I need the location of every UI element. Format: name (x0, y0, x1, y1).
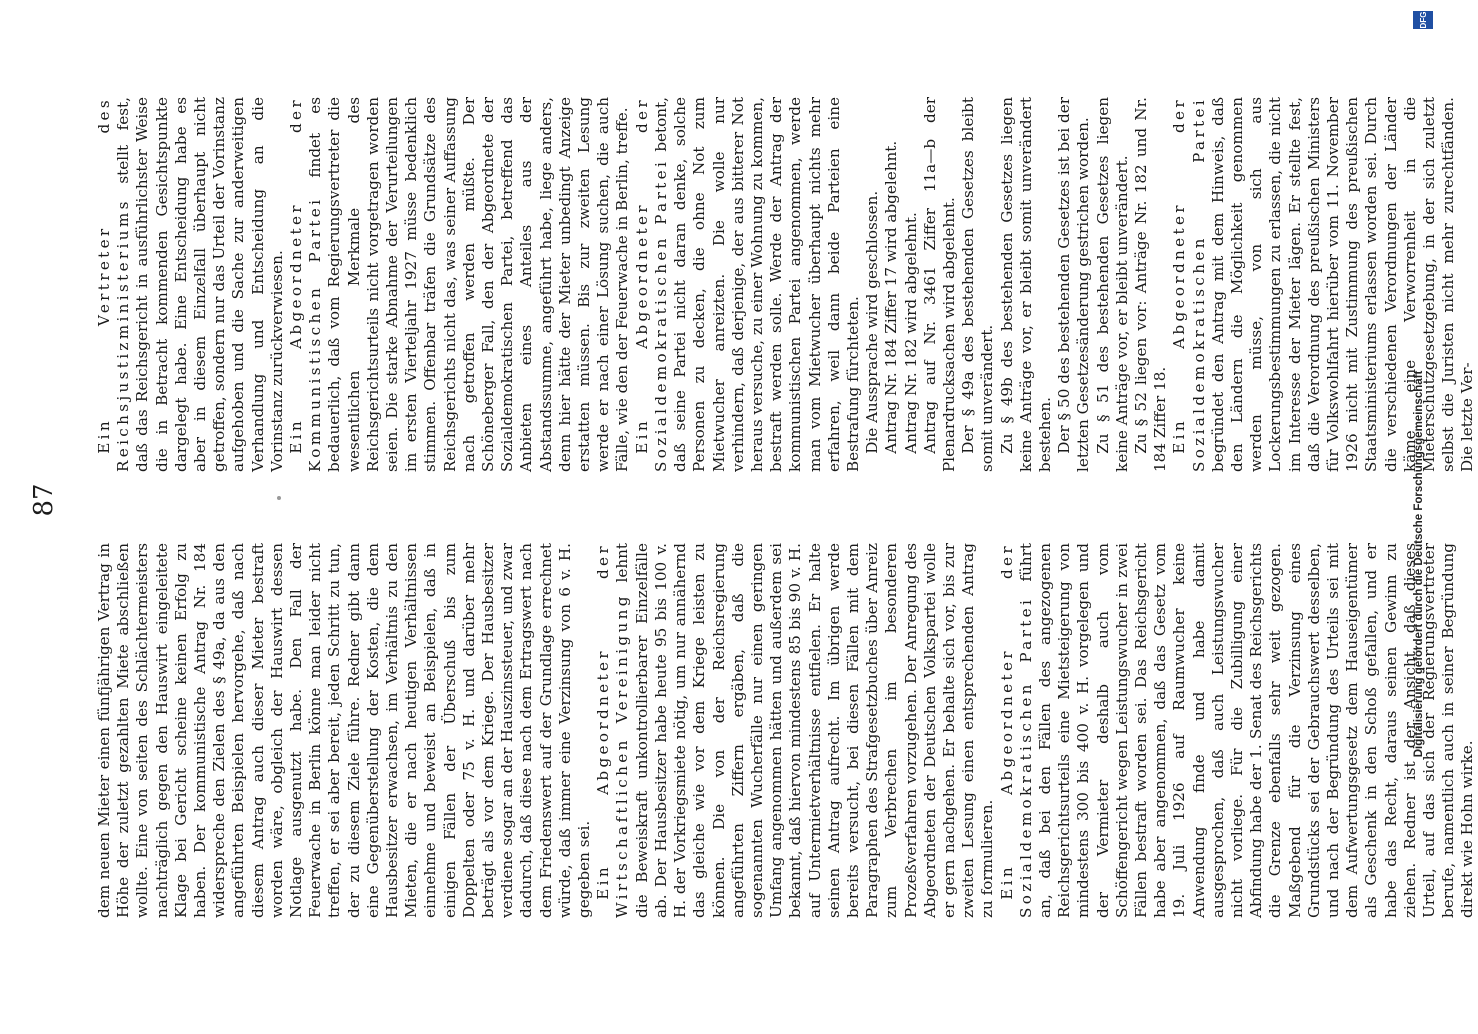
paragraph: Antrag auf Nr. 3461 Ziffer 11a—b der Plenardrucksachen wird abgelehnt. (920, 97, 958, 472)
digitization-credit (1412, 4, 1434, 996)
paragraph-text: betont, daß seine Partei nicht daran denke, solche Personen zu decken, die ohne Not zum Mietwucher anreizten. Die wolle nur verhindern, daß derjenige, der aus bitterer Not heraus versuche, zu einer Wohnung zu kommen, bestraft werden solle. Werde der Antrag der kommunistischen Partei angenommen, werde man vom Mietwucher überhaupt nichts mehr erfahren, weil dann beide Parteien eine Bestrafung fürchteten. (651, 97, 862, 472)
speaker: Ein Abgeordneter der Kommunistischen Partei (287, 97, 325, 472)
speaker: Ein Abgeordneter der Wirtschaftlichen Vereinigung (594, 543, 632, 918)
right-column (95, 96, 1477, 472)
dfg-logo: DFG (1413, 11, 1433, 29)
paragraph: dem neuen Mieter einen fünfjährigen Vertrag in Höhe der zuletzt gezahlten Miete abschließen wollte. Eine von seiten des Schlächtermeisters nachträglich gegen den Hauswirt eingeleitete Klage bei Gericht scheine keinen Erfolg zu haben. Der kommunistische Antrag Nr. 184 widerspreche den Zielen des § 49a, da aus den angeführten Beispielen hervorgehe, daß nach diesem Antrag auch dieser Mieter bestraft worden wäre, obgleich der Hauswirt dessen Notlage ausgenutzt habe. Den Fall der Feuerwache in Berlin könne man leider nicht treffen, er sei aber bereit, jeden Schritt zu tun, der zu diesem Ziele führe. Redner gibt dann eine Gegenüberstellung der Kosten, die dem Hausbesitzer erwachsen, im Verhältnis zu den Mieten, die er nach heutigen Verhältnissen einnehme und beweist an Beispielen, daß in einigen Fällen der Überschuß bis zum Doppelten oder 75 v. H. und darüber mehr beträgt als vor dem Kriege. Der Hausbesitzer verdiene sogar an der Hauszinssteuer, und zwar dadurch, daß diese nach dem Ertragswert nach dem Friedenswert auf der Grundlage errechnet würde, daß immer eine Verzinsung von 6 v. H. gegeben sei. (95, 543, 594, 918)
paragraph-text: führt an, daß bei den Fällen des angezogenen Reichsgerichtsurteils eine Mietsteigerung von mindestens 300 bis 400 v. H. vorgelegen und der Vermieter deshalb auch vom Schöffengericht wegen Leistungswucher in zwei Fällen bestraft worden sei. Das Reichsgericht habe aber angenommen, daß das Gesetz vom 19. Juli 1926 auf Raumwucher keine Anwendung finde und habe damit ausgesprochen, daß auch Leistungswucher nicht vorliege. Für die Zubilligung einer Abfindung habe der 1. Senat des Reichsgerichts die Grenze ebenfalls sehr weit gezogen. Maßgebend für die Verzinsung eines Grundstücks sei der Gebrauchswert desselben, und nach der Begründung des Urteils sei mit dem Aufwertungsgesetz dem Hauseigentümer als Geschenk in den Schoß gefallen, und er habe das Recht, daraus seinen Gewinn zu ziehen. Redner ist der Ansicht, daß dieses Urteil, auf das sich der Regierungsvertreter berufe, namentlich auch in seiner Begründung direkt wie Hohn wirke. (1016, 543, 1477, 918)
paragraph: Zu § 52 liegen vor: Anträge Nr. 182 und Nr. 184 Ziffer 18. (1131, 97, 1170, 472)
paragraph (633, 97, 863, 472)
paragraph (594, 543, 997, 918)
paragraph: Antrag Nr. 184 Ziffer 17 wird abgelehnt. (882, 140, 901, 454)
paragraph (95, 97, 287, 472)
center-dot (277, 496, 281, 500)
paragraph (998, 543, 1478, 918)
credit-text: Digitalisierung gefördert durch die Deutsche Forschungsgemeinschaft (1413, 370, 1425, 758)
speaker: Ein Abgeordneter der Sozialdemokratischen Partei (632, 97, 670, 472)
speaker: Ein Abgeordneter der Sozialdemokratischen Partei (997, 543, 1035, 918)
paragraph: Zu § 51 des bestehenden Gesetzes liegen keine Anträge vor, er bleibt unverändert. (1093, 97, 1131, 472)
paragraph-text: stellt fest, daß das Reichsgericht in ausführlichster Weise die in Betracht kommenden Gesichtspunkte dargelegt habe. Eine Entscheidung habe es aber in diesem Einzelfall überhaupt nicht getroffen, sondern nur das Urteil der Vorinstanz aufgehoben und die Sache zur anderweitigen Verhandlung und Entscheidung an die Vorinstanz zurückverwiesen. (114, 97, 286, 472)
page-number: 87 (29, 483, 59, 517)
paragraph: Zu § 49b des bestehenden Gesetzes liegen keine Anträge vor, er bleibt somit unverändert bestehen. (997, 97, 1054, 472)
paragraph-text: begründet den Antrag mit dem Hinweis, daß den Ländern die Möglichkeit genommen werden müsse, von sich aus Lockerungsbestimmungen zu erlassen, die nicht im Interesse der Mieter lägen. Er stellte fest, daß die Verordnung des preußischen Ministers für Volkswohlfahrt hierüber vom 11. November 1926 nicht mit Zustimmung des preußischen Staatsministeriums erlassen worden sei. Durch die verschiedenen Verordnungen der Länder käme eine Verworrenheit in die Mieterschutzgesetzgebung, in der sich zuletzt selbst die Juristen nicht mehr zurechtfänden. Die letzte Ver- (1208, 97, 1477, 472)
speaker: Ein Abgeordneter der Sozialdemokratischen Partei (1170, 97, 1208, 472)
paragraph: Der § 50 des bestehenden Gesetzes ist bei der letzten Gesetzesänderung gestrichen worden. (1055, 97, 1093, 472)
paragraph: Der § 49a des bestehenden Gesetzes bleibt somit unverändert. (959, 97, 997, 472)
paragraph (287, 97, 633, 472)
paragraph-text: findet es bedauerlich, daß vom Regierungsvertreter die wesentlichen Merkmale des Reichsgerichtsurteils nicht vorgetragen worden seien. Die starke Abnahme der Verurteilungen im ersten Vierteljahr 1927 müsse bedenklich stimmen. Offenbar träfen die Grundsätze des Reichsgerichts nicht das, was seiner Auffassung nach getroffen werden müßte. Der Schöneberger Fall, den der Abgeordnete der Sozialdemokratischen Partei, betreffend das Anbieten eines Anteiles aus der Abstandssumme, angeführt habe, liege anders, denn hier hätte der Mieter unbedingt Anzeige erstatten müssen. Bis zur zweiten Lesung werde er nach einer Lösung suchen, die auch Fälle, wie den der Feuerwache in Berlin, treffe. (306, 96, 632, 472)
paragraph-text: lehnt die Beweiskraft unkontrollierbarer Einzelfälle ab. Der Hausbesitzer habe heute 95 bis 100 v. H. der Vorkriegsmiete nötig, um nur annähernd das gleiche wie vor dem Kriege leisten zu können. Die von der Reichsregierung angeführten Ziffern ergäben, daß die sogenannten Wucherfälle nur einen geringen Umfang angenommen hätten und außerdem sei bekannt, daß hiervon mindestens 85 bis 90 v. H. auf Untermietverhältnisse entfielen. Er halte seinen Antrag aufrecht. Im übrigen werde bereits versucht, bei diesen Fällen mit dem Paragraphen des Strafgesetzbuches über Anreiz zum Verbrechen im besonderen Prozeßverfahren vorzugehen. Der Anregung des Abgeordneten der Deutschen Volkspartei wolle er gern nachgehen. Er behalte sich vor, bis zur zweiten Lesung einen entsprechenden Antrag zu formulieren. (613, 543, 997, 918)
paragraph: Antrag Nr. 182 wird abgelehnt. (901, 212, 920, 454)
speaker: Ein Vertreter des Reichsjustizministeriums (95, 97, 133, 472)
paragraph: Die Aussprache wird geschlossen. (863, 190, 882, 454)
